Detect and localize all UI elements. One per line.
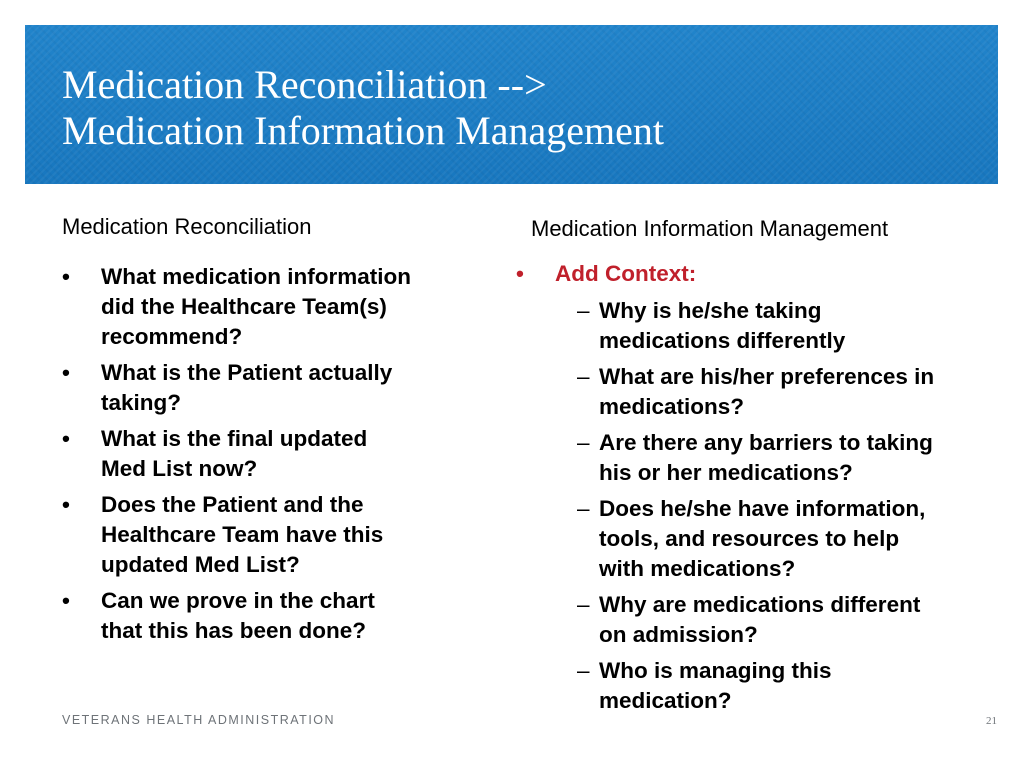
list-item bbox=[577, 494, 1017, 584]
list-item-line: medications differently bbox=[599, 328, 846, 353]
list-item bbox=[577, 590, 1017, 650]
list-item-line: his or her medications? bbox=[599, 460, 853, 485]
list-item-line: that this has been done? bbox=[101, 618, 367, 643]
right-column-heading: Medication Information Management bbox=[531, 216, 889, 241]
list-item bbox=[62, 586, 492, 646]
list-item-line: Are there any barriers to taking bbox=[599, 430, 933, 455]
list-item-line: What is the Patient actually bbox=[101, 360, 393, 385]
list-item-line: Healthcare Team have this bbox=[101, 522, 384, 547]
context-question-list bbox=[577, 296, 1017, 722]
list-item-line: Why is he/she taking bbox=[599, 298, 822, 323]
dash-icon: – bbox=[577, 430, 590, 455]
dash-icon: – bbox=[577, 592, 590, 617]
list-item-line: updated Med List? bbox=[101, 552, 300, 577]
add-context-label: Add Context: bbox=[555, 261, 697, 286]
list-item-line: recommend? bbox=[101, 324, 243, 349]
dash-icon: – bbox=[577, 658, 590, 683]
list-item bbox=[62, 424, 492, 484]
add-context-item bbox=[516, 259, 1016, 289]
list-item bbox=[62, 358, 492, 418]
bullet-icon: • bbox=[516, 261, 524, 286]
list-item-line: on admission? bbox=[599, 622, 758, 647]
slide-title-line-1: Medication Reconciliation --> bbox=[62, 62, 547, 107]
slide-title bbox=[62, 62, 664, 154]
list-item-line: What medication information bbox=[101, 264, 412, 289]
list-item-line: Does the Patient and the bbox=[101, 492, 364, 517]
reconciliation-question-list bbox=[62, 262, 492, 652]
bullet-icon: • bbox=[62, 360, 70, 385]
list-item-line: What is the final updated bbox=[101, 426, 368, 451]
dash-icon: – bbox=[577, 496, 590, 521]
bullet-icon: • bbox=[62, 426, 70, 451]
list-item-line: did the Healthcare Team(s) bbox=[101, 294, 387, 319]
list-item bbox=[577, 362, 1017, 422]
bullet-icon: • bbox=[62, 588, 70, 613]
bullet-icon: • bbox=[62, 264, 70, 289]
list-item bbox=[577, 428, 1017, 488]
list-item bbox=[577, 296, 1017, 356]
page-number: 21 bbox=[986, 715, 997, 727]
list-item-line: What are his/her preferences in bbox=[599, 364, 935, 389]
dash-icon: – bbox=[577, 364, 590, 389]
context-list bbox=[516, 259, 1016, 289]
list-item-line: Can we prove in the chart bbox=[101, 588, 375, 613]
list-item-line: with medications? bbox=[599, 556, 796, 581]
list-item-line: medications? bbox=[599, 394, 745, 419]
footer-organization: VETERANS HEALTH ADMINISTRATION bbox=[62, 713, 336, 727]
list-item-line: Does he/she have information, bbox=[599, 496, 926, 521]
slide-title-line-2: Medication Information Management bbox=[62, 108, 665, 153]
list-item-line: tools, and resources to help bbox=[599, 526, 900, 551]
list-item bbox=[62, 262, 492, 352]
list-item bbox=[577, 656, 1017, 716]
left-column-heading: Medication Reconciliation bbox=[62, 214, 312, 239]
list-item-line: Why are medications different bbox=[599, 592, 921, 617]
list-item-line: medication? bbox=[599, 688, 732, 713]
list-item bbox=[62, 490, 492, 580]
dash-icon: – bbox=[577, 298, 590, 323]
list-item-line: Who is managing this bbox=[599, 658, 832, 683]
list-item-line: Med List now? bbox=[101, 456, 258, 481]
list-item-line: taking? bbox=[101, 390, 182, 415]
bullet-icon: • bbox=[62, 492, 70, 517]
